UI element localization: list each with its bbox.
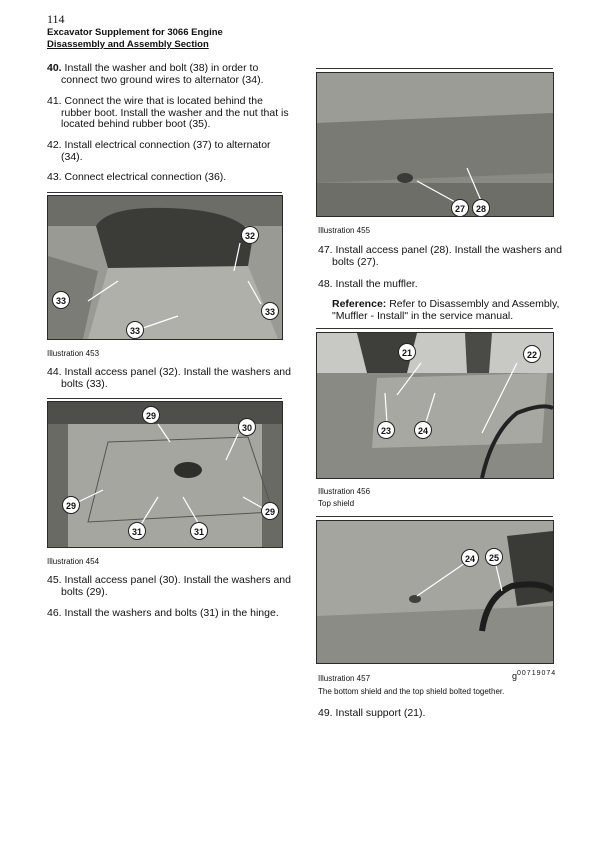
step-48 <box>318 279 562 291</box>
illustration-455-caption: Illustration 455 <box>318 226 371 235</box>
step-40 <box>47 63 291 86</box>
step-41 <box>47 96 291 131</box>
callout-23: 23 <box>377 421 395 439</box>
reference-note <box>332 298 567 322</box>
callout-29: 29 <box>261 502 279 520</box>
callout-21: 21 <box>398 343 416 361</box>
step-45 <box>47 575 291 598</box>
illustration-456-subcaption: Top shield <box>318 499 355 508</box>
illustration-453-caption: Illustration 453 <box>47 349 100 358</box>
illustration-456-caption: Illustration 456 <box>318 487 371 496</box>
step-number: 42. <box>47 139 62 151</box>
callout-22: 22 <box>523 345 541 363</box>
reference-text: Refer to Disassembly and Assembly, "Muffler - Install" in the service manual. <box>332 298 560 322</box>
step-text: Install electrical connection (37) to alternator (34). <box>61 139 271 163</box>
step-44 <box>47 367 291 390</box>
divider <box>47 192 282 193</box>
callout-30: 30 <box>238 418 256 436</box>
reference-label: Reference: <box>332 298 387 310</box>
step-number: 47. <box>318 244 333 256</box>
illustration-454-photo <box>47 401 283 548</box>
step-number: 46. <box>47 607 62 619</box>
step-number: 48. <box>318 278 333 290</box>
step-text: Connect the wire that is located behind the rubber boot. Install the washer and the nut that is located behind rubber boot (35). <box>61 95 289 130</box>
step-number: 49. <box>318 707 333 719</box>
illustration-454-caption: Illustration 454 <box>47 557 100 566</box>
step-42 <box>47 140 291 163</box>
step-49 <box>318 708 562 720</box>
divider <box>47 398 282 399</box>
divider <box>316 328 553 329</box>
step-number: 40. <box>47 62 62 74</box>
illustration-456-photo <box>316 332 554 479</box>
step-number: 43. <box>47 171 62 183</box>
step-text: Install support (21). <box>335 707 426 719</box>
callout-27: 27 <box>451 199 469 217</box>
step-text: Install access panel (30). Install the washers and bolts (29). <box>61 574 291 598</box>
callout-33: 33 <box>126 321 144 339</box>
callout-33: 33 <box>52 291 70 309</box>
section-title: Disassembly and Assembly Section <box>47 39 209 50</box>
document-title: Excavator Supplement for 3066 Engine <box>47 27 223 38</box>
illustration-453-photo <box>47 195 283 340</box>
callout-33: 33 <box>261 302 279 320</box>
callout-24: 24 <box>414 421 432 439</box>
step-text: Install access panel (28). Install the washers and bolts (27). <box>332 244 562 268</box>
illustration-457-photo <box>316 520 554 664</box>
step-number: 41. <box>47 95 62 107</box>
step-text: Connect electrical connection (36). <box>64 171 227 183</box>
callout-29: 29 <box>62 496 80 514</box>
id-number: 00719074 <box>517 670 557 677</box>
illustration-457-id <box>512 670 556 681</box>
step-43 <box>47 172 291 184</box>
step-number: 44. <box>47 366 62 378</box>
step-47 <box>318 245 572 268</box>
callout-24: 24 <box>461 549 479 567</box>
callout-31: 31 <box>190 522 208 540</box>
callout-32: 32 <box>241 226 259 244</box>
page-number: 114 <box>47 12 65 26</box>
callout-29: 29 <box>142 406 160 424</box>
step-46 <box>47 608 301 620</box>
id-prefix: g <box>512 671 518 681</box>
step-number: 45. <box>47 574 62 586</box>
callout-31: 31 <box>128 522 146 540</box>
step-text: Install access panel (32). Install the washers and bolts (33). <box>61 366 291 390</box>
divider <box>316 68 553 69</box>
step-text: Install the washers and bolts (31) in the hinge. <box>64 607 279 619</box>
step-text: Install the muffler. <box>335 278 418 290</box>
callout-25: 25 <box>485 548 503 566</box>
illustration-457-caption: Illustration 457 <box>318 674 371 683</box>
illustration-455-photo <box>316 72 554 217</box>
illustration-457-subcaption: The bottom shield and the top shield bolted together. <box>318 687 505 696</box>
step-text: Install the washer and bolt (38) in order to connect two ground wires to alternator (34). <box>61 62 264 86</box>
callout-28: 28 <box>472 199 490 217</box>
divider <box>316 516 553 517</box>
